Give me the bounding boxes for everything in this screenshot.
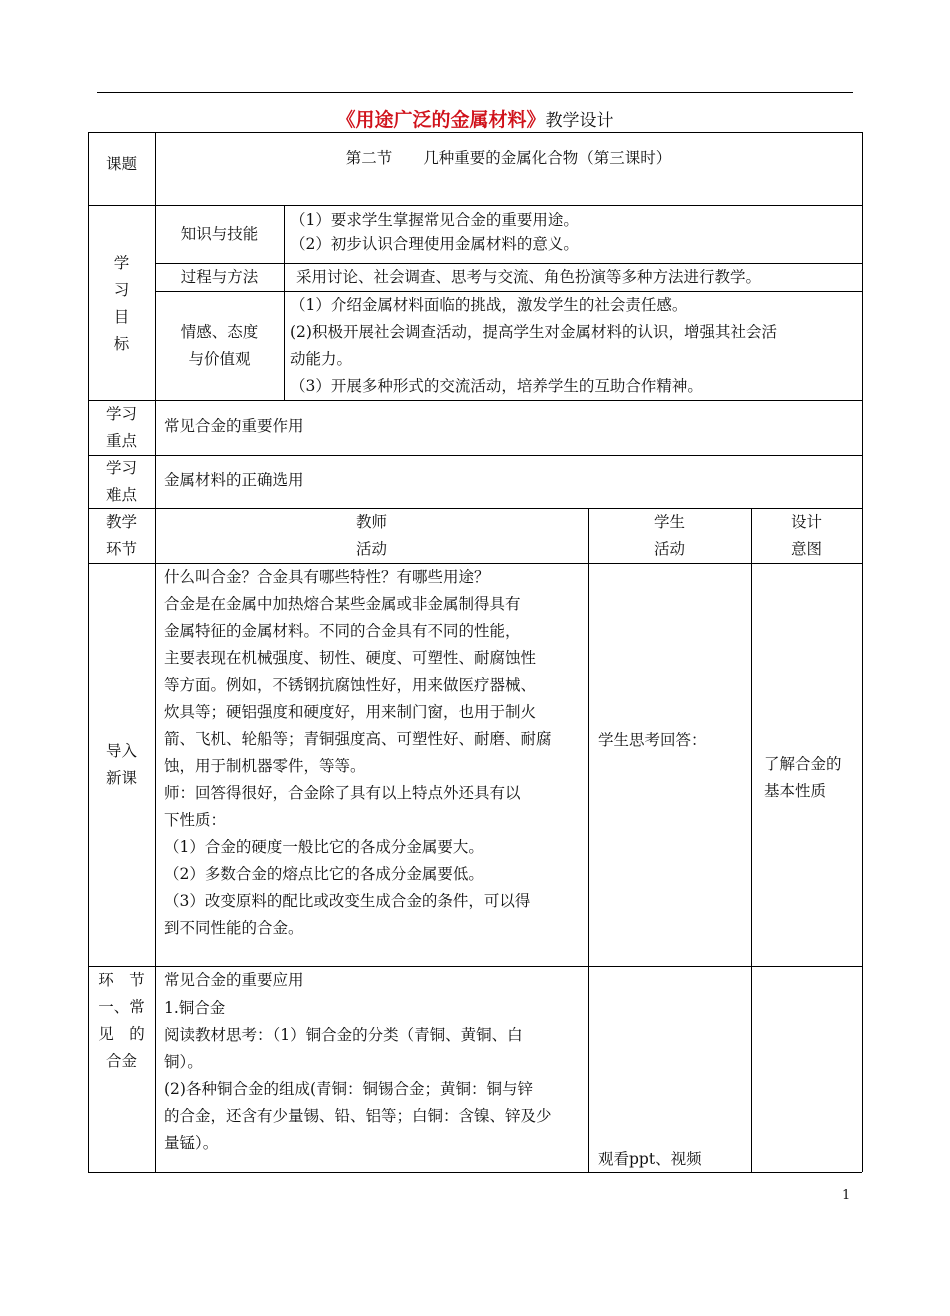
document-title	[0, 107, 950, 134]
page-number: 1	[842, 1188, 851, 1203]
header-student-2: 活动	[653, 540, 685, 558]
header-stage-2: 环节	[105, 540, 137, 558]
col-divider-intent	[751, 508, 752, 1172]
course-value: 第二节 几种重要的金属化合物（第三课时）	[345, 149, 672, 167]
section1-teacher-line: 的合金，还含有少量锡、铅、铝等；白铜：含镍、锌及少	[164, 1107, 552, 1125]
difficulty-value: 金属材料的正确选用	[164, 471, 304, 489]
col-divider-objectives	[284, 205, 285, 400]
intro-teacher-line: 到不同性能的合金。	[164, 919, 304, 937]
section1-stage-1: 环 节	[98, 971, 145, 989]
row-sep-objectives	[88, 400, 862, 401]
section1-stage-4: 合金	[105, 1052, 137, 1070]
emotion-line-1: （1）介绍金属材料面临的挑战，激发学生的社会责任感。	[290, 296, 688, 314]
intro-intent-2: 基本性质	[764, 782, 827, 800]
intro-teacher-line: （2）多数合金的熔点比它的各成分金属要低。	[164, 865, 484, 883]
title-prefix: 《	[336, 109, 356, 131]
intro-intent-1: 了解合金的	[764, 755, 842, 773]
intro-teacher-line: 炊具等；硬铝强度和硬度好，用来制门窗，也用于制火	[164, 703, 537, 721]
objectives-label-3: 目	[113, 308, 130, 326]
intro-teacher-line: 合金是在金属中加热熔合某些金属或非金属制得具有	[164, 595, 521, 613]
knowledge-label: 知识与技能	[180, 225, 259, 243]
intro-teacher-line: 下性质：	[164, 811, 227, 829]
difficulty-label-1: 学习	[105, 459, 137, 477]
emotion-line-2: (2)积极开展社会调查活动，提高学生对金属材料的认识，增强其社会活	[290, 323, 777, 341]
header-intent-2: 意图	[790, 540, 822, 558]
intro-teacher-line: 金属特征的金属材料。不同的合金具有不同的性能，	[164, 622, 521, 640]
title-tail: 教学设计	[545, 111, 614, 131]
section1-teacher-line: 铜）。	[164, 1053, 203, 1071]
table-border-bottom	[88, 1172, 862, 1173]
intro-teacher-line: 等方面。例如，不锈钢抗腐蚀性好，用来做医疗器械、	[164, 676, 537, 694]
section1-stage-3: 见 的	[98, 1025, 145, 1043]
difficulty-label-2: 难点	[105, 486, 137, 504]
header-intent-1: 设计	[790, 513, 822, 531]
course-label: 课题	[105, 155, 137, 173]
section1-teacher-line: 量锰）。	[164, 1134, 219, 1152]
intro-teacher-line: （3）改变原料的配比或改变生成合金的条件，可以得	[164, 892, 531, 910]
header-teacher-2: 活动	[355, 540, 387, 558]
intro-student: 学生思考回答：	[598, 731, 707, 749]
section1-teacher-line: 阅读教材思考：（1）铜合金的分类（青铜、黄铜、白	[164, 1026, 523, 1044]
row-sep-keypoint	[88, 455, 862, 456]
intro-teacher-line: 师：回答得很好，合金除了具有以上特点外还具有以	[164, 784, 521, 802]
table-border-right	[862, 132, 863, 1172]
knowledge-line-1: （1）要求学生掌握常见合金的重要用途。	[290, 211, 579, 229]
header-stage-1: 教学	[105, 513, 137, 531]
title-main: 用途广泛的金属材料	[355, 109, 527, 131]
process-label: 过程与方法	[180, 268, 259, 286]
emotion-line-3: 动能力。	[290, 350, 353, 368]
keypoint-value: 常见合金的重要作用	[164, 417, 304, 435]
header-teacher-1: 教师	[355, 513, 387, 531]
section1-teacher-line: 1.铜合金	[164, 999, 226, 1017]
section1-teacher-line: (2)各种铜合金的组成(青铜：铜锡合金；黄铜：铜与锌	[164, 1080, 534, 1098]
emotion-label-2: 与价值观	[188, 350, 251, 368]
intro-teacher-line: 主要表现在机械强度、韧性、硬度、可塑性、耐腐蚀性	[164, 649, 537, 667]
section1-teacher-line: 常见合金的重要应用	[164, 971, 304, 989]
row-sep-course	[88, 205, 862, 206]
knowledge-line-2: （2）初步认识合理使用金属材料的意义。	[290, 235, 579, 253]
title-suffix: 》	[526, 109, 546, 131]
objectives-label-2: 习	[113, 281, 130, 299]
top-rule	[97, 92, 853, 93]
intro-stage-2: 新课	[105, 769, 137, 787]
keypoint-label-1: 学习	[105, 405, 137, 423]
table-border-top	[88, 132, 862, 133]
section1-student: 观看ppt、视频	[598, 1150, 702, 1168]
objectives-label-1: 学	[113, 254, 130, 272]
intro-stage-1: 导入	[105, 742, 137, 760]
intro-teacher-line: 箭、飞机、轮船等；青铜强度高、可塑性好、耐磨、耐腐	[164, 730, 552, 748]
col-divider-student	[588, 508, 589, 1172]
header-student-1: 学生	[653, 513, 685, 531]
intro-teacher-line: （1）合金的硬度一般比它的各成分金属要大。	[164, 838, 484, 856]
emotion-label-1: 情感、态度	[180, 323, 259, 341]
section1-stage-2: 一、常	[98, 998, 145, 1016]
keypoint-label-2: 重点	[105, 432, 137, 450]
intro-teacher-line: 什么叫合金？合金具有哪些特性？有哪些用途？	[164, 568, 490, 586]
emotion-line-4: （3）开展多种形式的交流活动，培养学生的互助合作精神。	[290, 377, 703, 395]
process-line-1: 采用讨论、社会调查、思考与交流、角色扮演等多种方法进行教学。	[296, 268, 762, 286]
intro-teacher-line: 蚀，用于制机器零件，等等。	[164, 757, 366, 775]
objectives-label-4: 标	[113, 335, 130, 353]
